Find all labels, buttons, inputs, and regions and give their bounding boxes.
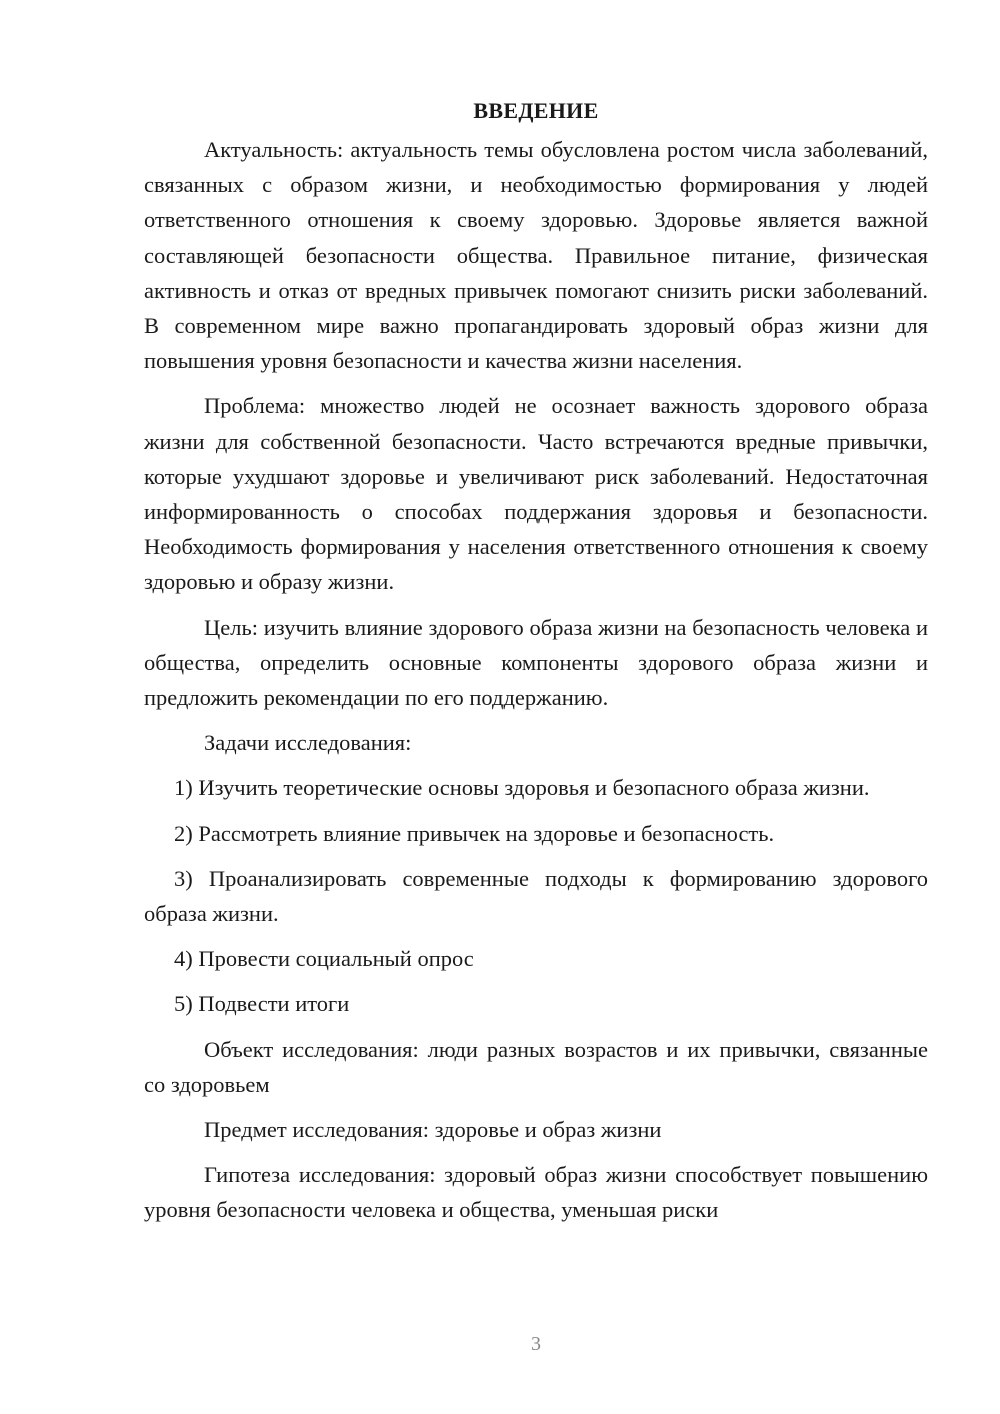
document-page <box>144 96 928 1228</box>
section-heading: ВВЕДЕНИЕ <box>473 98 599 123</box>
task-item-5: 5) Подвести итоги <box>174 991 350 1017</box>
problem-paragraph: Проблема: множество людей не осознает важность здорового образа жизни для собственной безопасности. Часто встречаются вредные привычки, которые ухудшают здоровье и увеличивают риск заболеваний. Недостаточная информированность о способах поддержания здоровья и безопасности. Необходимость формирования у населения ответственного отношения к своему здоровью и образу жизни. <box>144 393 928 595</box>
goal-paragraph: Цель: изучить влияние здорового образа жизни на безопасность человека и общества, определить основные компоненты здорового образа жизни и предложить рекомендации по его поддержанию. <box>144 614 928 711</box>
task-item-4: 4) Провести социальный опрос <box>174 946 474 972</box>
relevance-paragraph: Актуальность: актуальность темы обусловлена ростом числа заболеваний, связанных с образом жизни, и необходимостью формирования у людей ответственного отношения к своему здоровью. Здоровье является важной составляющей безопасности общества. Правильное питание, физическая активность и отказ от вредных привычек помогают снизить риски заболеваний. В современном мире важно пропагандировать здоровый образ жизни для повышения уровня безопасности и качества жизни населения. <box>144 137 928 374</box>
task-item-3: 3) Проанализировать современные подходы к формированию здорового образа жизни. <box>144 865 928 927</box>
research-subject-paragraph: Предмет исследования: здоровье и образ жизни <box>204 1117 662 1143</box>
hypothesis-paragraph: Гипотеза исследования: здоровый образ жизни способствует повышению уровня безопасности человека и общества, уменьшая риски <box>144 1162 928 1223</box>
task-item-1: 1) Изучить теоретические основы здоровья и безопасного образа жизни. <box>174 775 870 801</box>
research-object-paragraph: Объект исследования: люди разных возрастов и их привычки, связанные со здоровьем <box>144 1036 928 1097</box>
page-number: 3 <box>531 1333 541 1355</box>
tasks-heading: Задачи исследования: <box>204 730 412 756</box>
task-item-2: 2) Рассмотреть влияние привычек на здоровье и безопасность. <box>174 820 775 846</box>
